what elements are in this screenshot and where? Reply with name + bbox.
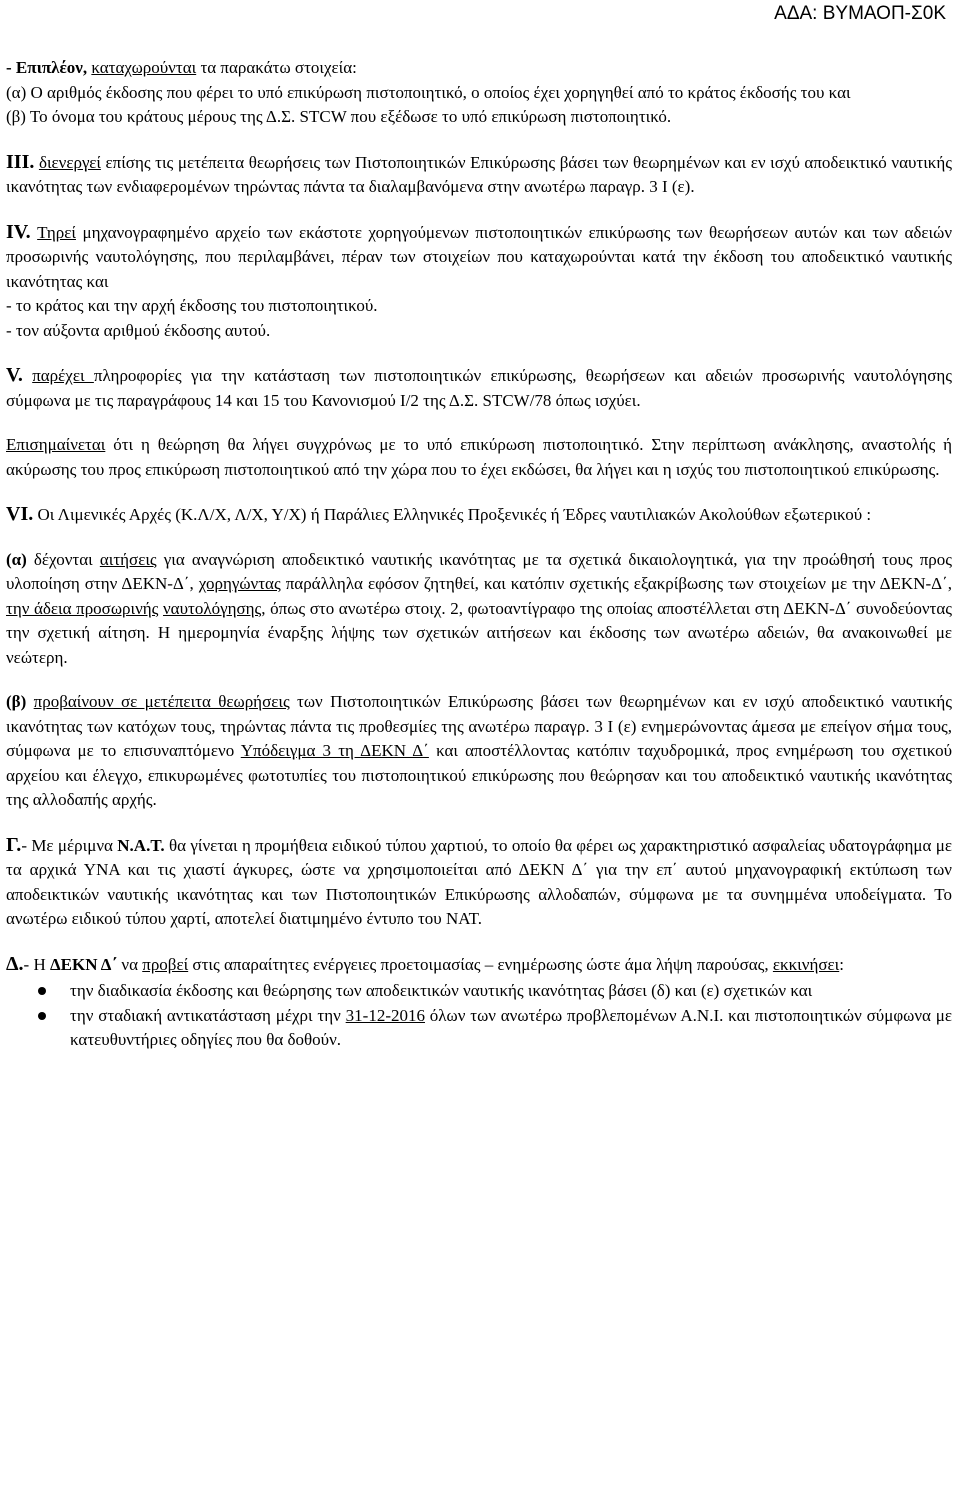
section-4-number: IV. <box>6 220 31 243</box>
section-d-text-2: στις απαραίτητες ενέργειες προετοιμασίας – ενημέρωσης ώστε άμα λήψη παρούσας, <box>188 954 773 974</box>
intro-item-a-label: (α) <box>6 82 27 102</box>
section-6-a-label: (α) <box>6 549 27 569</box>
intro-lead-underlined: καταχωρούνται <box>91 58 197 77</box>
section-6-a-underline-2: χορηγώντας <box>198 574 281 593</box>
section-6-a <box>6 548 952 671</box>
list-item: την διαδικασία έκδοσης και θεώρησης των αποδεικτικών ναυτικής ικανότητας βάσει (δ) και (ε) σχετικών και <box>6 979 952 1004</box>
section-5 <box>6 363 952 413</box>
section-d-prefix: - Η <box>23 954 50 974</box>
bullet-2-date: 31-12-2016 <box>345 1005 425 1025</box>
section-6-text: Οι Λιμενικές Αρχές (Κ.Λ/Χ, Λ/Χ, Υ/Χ) ή Παράλιες Ελληνικές Προξενικές ή Έδρες ναυτιλιακών Ακολούθων εξωτερικού : <box>33 505 872 524</box>
section-5-verb: παρέχει <box>32 366 94 385</box>
section-6-b-text-3: και αποστέλλοντας κατόπιν ταχυδρομικά, προς ενημέρωση του σχετικού αρχείου και έλεγχο, επικυρωμένες φωτοτυπίες του πιστοποιητικού επικύρωσης που θεώρησαν και του αποδεικτικό ναυτικής ικανότητας της αλλοδαπής αρχής. <box>6 741 952 809</box>
section-6-b <box>6 690 952 813</box>
section-5-number: V. <box>6 364 23 386</box>
section-d-text-1: να <box>117 954 143 974</box>
ada-header: ΑΔΑ: ΒΥΜΑΟΠ-Σ0Κ <box>774 3 946 24</box>
intro-lead-suffix: τα παρακάτω στοιχεία: <box>196 58 357 77</box>
notice-text: ότι η θεώρηση θα λήγει συγχρόνως με το υπό επικύρωση πιστοποιητικό. Στην περίπτωση ανάκλησης, αναστολής ή ακύρωσης του προς επικύρωση πιστοποιητικού από την χώρα που το έχει εκδώσει, θα λήγει και η ισχύς του πιστοποιητικού επικύρωσης. <box>6 435 952 479</box>
section-6-a-text-3: παράλληλα εφόσον ζητηθεί, και κατόπιν σχετικής εξακρίβωσης των στοιχείων με την ΔΕΚΝ-Δ΄, <box>280 574 952 593</box>
section-d-underline-2: εκκινήσει <box>772 954 840 974</box>
intro-lead-prefix: - Επιπλέον, <box>6 58 92 77</box>
section-d-underline-1: προβεί <box>142 954 189 974</box>
section-6-a-text-1: δέχονται <box>26 549 100 569</box>
section-6-b-label: (β) <box>6 692 27 711</box>
intro-item-b-text: Το όνομα του κράτους μέρους της Δ.Σ. STCW που εξέδωσε το υπό επικύρωση πιστοποιητικό. <box>25 107 672 126</box>
section-4-line-1: - το κράτος και την αρχή έκδοσης του πιστοποιητικού. <box>6 296 378 315</box>
section-6-a-underline-4: ναυτολόγησης, <box>163 598 266 618</box>
section-4-text: μηχανογραφημένο αρχείο των εκάστοτε χορηγούμενων πιστοποιητικών επικύρωσης των θεωρήσεων αυτών και των αδειών προσωρινής ναυτολόγησης, που περιλαμβάνει, πέραν των στοιχείων που καταχωρούνται κατά την έκδοση του αποδεικτικό ναυτικής ικανότητας και <box>6 222 953 291</box>
notice-paragraph <box>6 433 952 482</box>
section-g <box>6 833 952 932</box>
notice-underlined: Επισημαίνεται <box>6 435 106 454</box>
section-d <box>6 952 952 978</box>
section-6 <box>6 502 952 528</box>
section-3-number: ΙΙΙ. <box>6 150 35 173</box>
section-d-text-3: : <box>839 954 844 974</box>
section-d-org: ΔΕΚΝ Δ΄ <box>50 954 118 974</box>
section-4-verb: Τηρεί <box>37 222 76 242</box>
section-g-label: Γ. <box>6 833 22 856</box>
intro-lead <box>6 56 952 81</box>
intro-item-b-label: (β) <box>6 107 26 126</box>
section-3 <box>6 150 952 200</box>
section-6-b-text-1 <box>26 692 33 711</box>
section-6-a-text-5: όπως στο ανωτέρω στοιχ. 2, φωτοαντίγραφο της οποίας αποστέλλεται στη ΔΕΚΝ-Δ΄ συνοδεύοντας την σχετική αίτηση. Η ημερομηνία έναρξης λήψης των σχετικών αιτήσεων και έκδοσης των ανωτέρω αδειών, θα ανακοινωθεί με νεώτερη. <box>6 598 953 667</box>
section-6-b-text-2: των Πιστοποιητικών Επικύρωσης βάσει των θεωρημένων και εν ισχύ αποδεικτικό ναυτικής ικανότητας των κατόχων τους, τηρώντας πάντα τις προθεσμίες της ανωτέρω παραγρ. 3 Ι (ε) ενημερώνοντας άμεσα με επείγον σήμα τους, σύμφωνα με το επισυναπτόμενο <box>6 692 953 760</box>
section-3-text: επίσης τις μετέπειτα θεωρήσεις των Πιστοποιητικών Επικύρωσης βάσει των θεωρημένων και εν ισχύ αποδεικτικό ναυτικής ικανότητας των ενδιαφερομένων τηρώντας πάντα τα διαλαμβανόμενα στην ανωτέρω παραγρ. 3 Ι (ε). <box>6 152 952 196</box>
section-6-a-underline-1: αιτήσεις <box>99 549 157 569</box>
section-g-prefix: - Με μέριμνα <box>21 835 118 855</box>
bullet-2-suffix: όλων των ανωτέρω προβλεπομένων Α.Ν.Ι. και πιστοποιητικών σύμφωνα με κατευθυντήριες οδηγίες που θα δοθούν. <box>70 1005 952 1049</box>
section-6-number: VI. <box>6 503 34 525</box>
section-3-verb: διενεργεί <box>38 152 101 172</box>
intro-item-b <box>6 105 952 130</box>
intro-item-a <box>6 81 952 106</box>
section-g-nat: Ν.Α.Τ. <box>117 835 165 855</box>
section-4 <box>6 220 952 295</box>
section-6-a-underline-3: την άδεια προσωρινής <box>6 598 159 618</box>
section-g-text: θα γίνεται η προμήθεια ειδικού τύπου χαρτιού, το οποίο θα φέρει ως χαρακτηριστικό ασφαλείας υδατογράφημα με τα αρχικά ΥΝΑ και τις χιαστί άγκυρες, ώστε να χρησιμοποιείται από ΔΕΚΝ Δ΄ για την επ΄ αυτού μηχανογραφική εκτύπωση των αποδεικτικών ναυτικής ικανότητας και των Πιστοποιητικών Επικύρωσης αλλοδαπών, σύμφωνα με τα συνημμένα υποδείγματα. Το ανωτέρω ειδικού τύπου χαρτί, αποτελεί διατιμημένο έντυπο του ΝΑΤ. <box>6 835 952 928</box>
section-6-a-text-2: για αναγνώριση αποδεικτικό ναυτικής ικανότητας με τα σχετικά δικαιολογητικά, για την προώθησή τους προς υλοποίηση στην ΔΕΚΝ-Δ΄, <box>6 549 952 593</box>
section-d-label: Δ. <box>6 952 24 975</box>
section-5-text: πληροφορίες για την κατάσταση των πιστοποιητικών επικύρωσης, θεωρήσεων και αδειών προσωρινής ναυτολόγησης σύμφωνα με τις παραγράφους 14 και 15 του Κανονισμού Ι/2 της Δ.Σ. STCW/78 όπως ισχύει. <box>6 366 953 410</box>
list-item <box>6 1004 952 1053</box>
section-4-line-2: - τον αύξοντα αριθμού έκδοσης αυτού. <box>6 320 271 340</box>
section-6-b-underline-1: προβαίνουν σε μετέπειτα θεωρήσεις <box>33 692 290 711</box>
section-6-b-underline-2: Υπόδειγμα 3 τη ΔΕΚΝ Δ΄ <box>240 741 429 760</box>
bullet-2-prefix: την σταδιακή αντικατάσταση μέχρι την <box>70 1005 346 1025</box>
intro-item-a-text: Ο αριθμός έκδοσης που φέρει το υπό επικύρωση πιστοποιητικό, ο οποίος έχει χορηγηθεί από το κράτος έκδοσής του και <box>26 82 851 102</box>
section-d-bullet-list <box>6 979 952 1053</box>
